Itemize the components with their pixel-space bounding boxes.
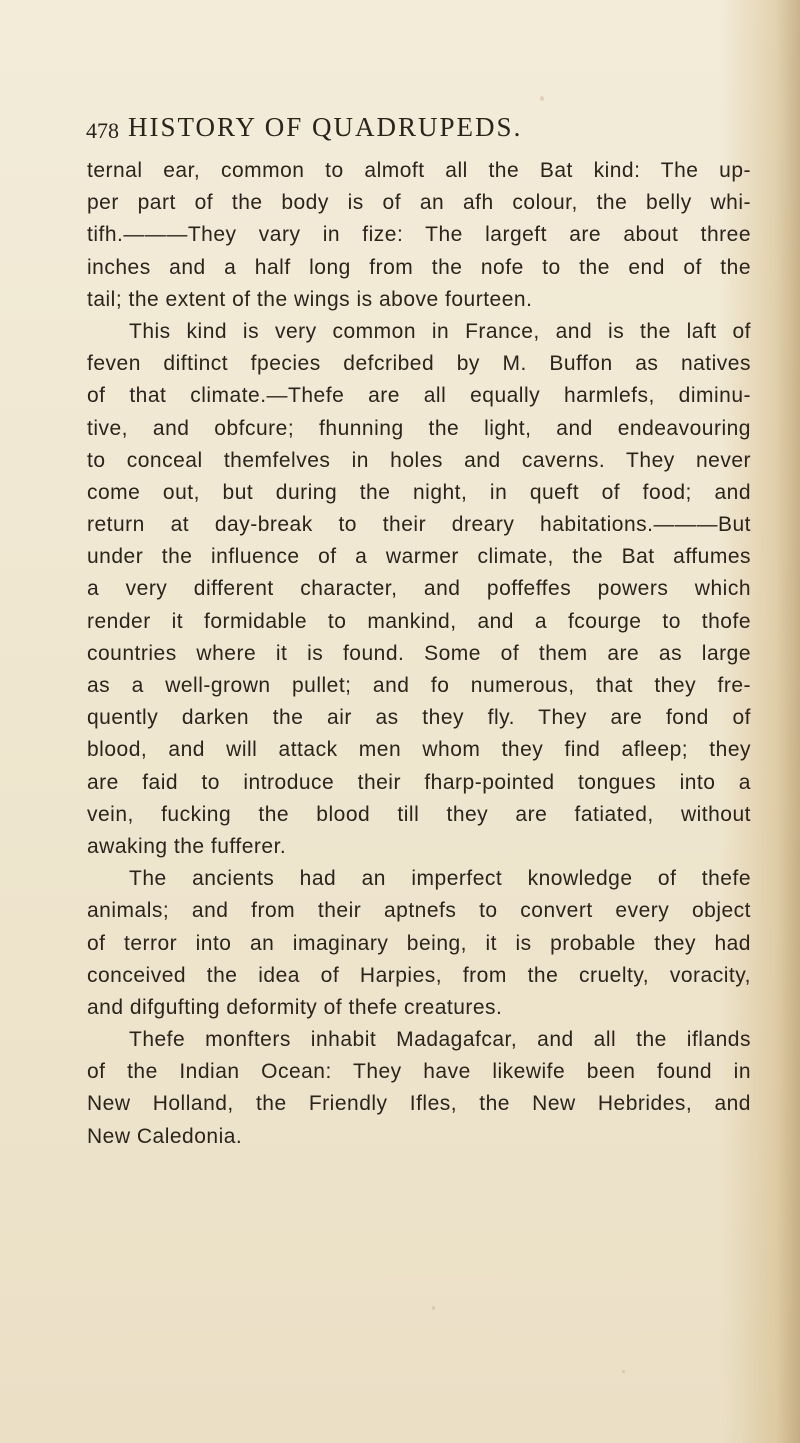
text-line: tive, and obfcure; fhunning the light, and endeavouring <box>87 416 751 440</box>
running-head: HISTORY OF QUADRUPEDS. <box>128 112 523 142</box>
text-line: are faid to introduce their fharp-pointed tongues into a <box>87 770 751 794</box>
text-line: vein, fucking the blood till they are fatiated, without <box>87 802 751 826</box>
text-line: This kind is very common in France, and is the laft of <box>129 319 751 343</box>
paper-spot <box>622 1370 625 1373</box>
page-number: 478 <box>86 118 119 143</box>
page-header <box>86 112 746 156</box>
text-line: inches and a half long from the nofe to the end of the <box>87 255 751 279</box>
text-line: to conceal themfelves in holes and caverns. They never <box>87 448 751 472</box>
text-line: feven diftinct fpecies defcribed by M. Buffon as natives <box>87 352 751 376</box>
text-line: come out, but during the night, in queft of food; and <box>87 480 751 504</box>
text-line: as a well-grown pullet; and fo numerous, that they fre- <box>87 674 751 697</box>
text-line: a very different character, and poffeffes powers which <box>87 577 751 601</box>
text-line: under the influence of a warmer climate, the Bat affumes <box>87 545 751 569</box>
text-line: and difgufting deformity of thefe creatures. <box>87 995 503 1019</box>
text-line: of that climate.—Thefe are all equally harmlefs, diminu- <box>87 384 751 408</box>
text-line: ternal ear, common to almoft all the Bat kind: The up- <box>87 159 751 182</box>
text-line: animals; and from their aptnefs to convert every object <box>87 899 751 923</box>
text-line: return at day-break to their dreary habitations.———But <box>87 513 751 537</box>
text-line: tifh.———They vary in fize: The largeft are about three <box>87 223 751 247</box>
text-line: The ancients had an imperfect knowledge of thefe <box>129 867 751 891</box>
paper-spot <box>432 1306 435 1310</box>
text-line: New Caledonia. <box>87 1124 243 1148</box>
paper-spot <box>540 96 544 101</box>
text-line: of the Indian Ocean: They have likewife been found in <box>87 1060 751 1084</box>
text-line: tail; the extent of the wings is above fourteen. <box>87 287 533 311</box>
text-line: countries where it is found. Some of them are as large <box>87 641 751 665</box>
text-line: render it formidable to mankind, and a fcourge to thofe <box>87 609 751 633</box>
text-line: blood, and will attack men whom they find afleep; they <box>87 738 751 762</box>
text-line: conceived the idea of Harpies, from the cruelty, voracity, <box>87 963 751 987</box>
text-line: New Holland, the Friendly Ifles, the New Hebrides, and <box>87 1092 751 1116</box>
text-line: Thefe monfters inhabit Madagafcar, and all the iflands <box>129 1028 751 1052</box>
text-line: per part of the body is of an afh colour, the belly whi- <box>87 191 751 215</box>
text-line: of terror into an imaginary being, it is probable they had <box>87 931 751 955</box>
text-line: quently darken the air as they fly. They are fond of <box>87 706 751 730</box>
body-text <box>87 155 751 1153</box>
text-line: awaking the fufferer. <box>87 834 287 858</box>
